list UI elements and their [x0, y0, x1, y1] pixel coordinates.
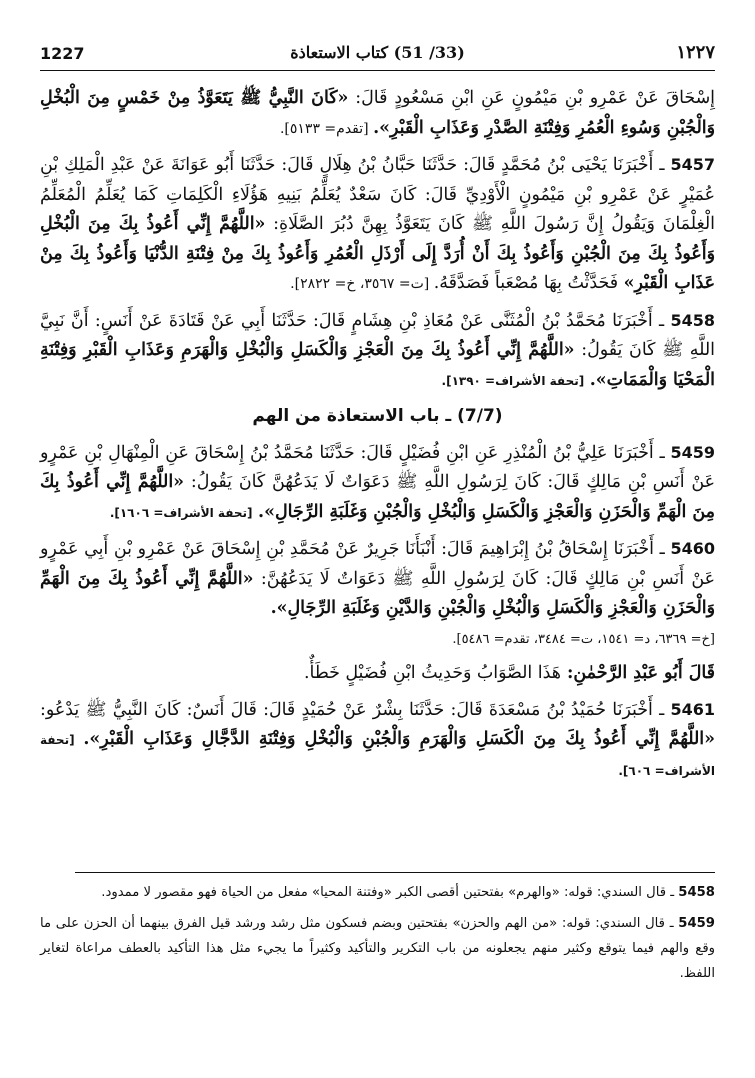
footnote-5459: 5459 ـ قال السندي: قوله: «من الهم والحزن» بفتحتين وبضم فسكون مثل رشد ورشد قيل الفرق بينهما أن الحزن على ما وقع والهم فيما يتوقع وكثير منهم يجعلونه من باب التكرير والتأكيد وكثيراً ما يجيء مثل هذا التأكيد بالعطف مراعاة لتغاير اللفظ. [40, 916, 715, 981]
dua-text: «اللَّهُمَّ إِنِّي أَعُوذُ بِكَ مِنَ الْعَجْزِ وَالْكَسَلِ وَالْبُخْلِ وَالْهَرَمِ وَعَذَابِ الْقَبْرِ وَفِتْنَةِ الْمَحْيَا وَالْمَمَاتِ». [40, 340, 715, 390]
footnote-number: 5459 [678, 916, 715, 931]
dua-text: «اللَّهُمَّ إِنِّي أَعُوذُ بِكَ مِنَ الْهَمِّ وَالْحَزَنِ وَالْعَجْزِ وَالْكَسَلِ وَالْبُخْلِ وَالْجُبْنِ وَالدَّيْنِ وَغَلَبَةِ الرِّجَالِ». [40, 568, 715, 618]
page-header [40, 40, 715, 71]
running-title: (33/ 51) كتاب الاستعاذة [290, 43, 465, 62]
dua-text: «كَانَ النَّبِيُّ ﷺ يَتَعَوَّذُ مِنْ خَمْسٍ مِنَ الْبُخْلِ وَالْجُبْنِ وَسُوءِ الْعُمُرِ وَفِتْنَةِ الصَّدْرِ وَعَذَابِ الْقَبْرِ». [40, 88, 715, 138]
hadith-5460: 5460 ـ أَخْبَرَنَا إِسْحَاقُ بْنُ إِبْرَاهِيمَ قَالَ: أَنْبَأَنَا جَرِيرٌ عَنْ مُحَمَّدِ بْنِ إِسْحَاقَ عَنْ عَمْرِو بْنِ أَبِي عَمْرٍو عَنْ أَنَسِ بْنِ مَالِكٍ قَالَ: كَانَ لِرَسُولِ اللَّهِ ﷺ دَعَوَاتٌ لَا يَدَعُهُنَّ: «اللَّهُمَّ إِنِّي أَعُوذُ بِكَ مِنَ الْهَمِّ وَالْحَزَنِ وَالْعَجْزِ وَالْكَسَلِ وَالْبُخْلِ وَالْجُبْنِ وَالدَّيْنِ وَغَلَبَةِ الرِّجَالِ». [خ= ٦٣٦٩، د= ١٥٤١، ت= ٣٤٨٤، تقدم= ٥٤٨٦]. [40, 539, 715, 647]
author-comment: قَالَ أَبُو عَبْدِ الرَّحْمٰنِ: هَذَا الصَّوَابُ وَحَدِيثُ ابْنِ فُضَيْلٍ خَطَأٌ. [304, 663, 715, 683]
hadith-number: 5457 [670, 155, 715, 174]
hadith-5458: 5458 ـ أَخْبَرَنَا مُحَمَّدُ بْنُ الْمُثَنَّى عَنْ مُعَاذِ بْنِ هِشَامٍ قَالَ: حَدَّثَنَا أَبِي عَنْ قَتَادَةَ عَنْ أَنَسٍ: أَنَّ نَبِيَّ اللَّهِ ﷺ كَانَ يَقُولُ: «اللَّهُمَّ إِنِّي أَعُوذُ بِكَ مِنَ الْعَجْزِ وَالْكَسَلِ وَالْبُخْلِ وَالْهَرَمِ وَعَذَابِ الْقَبْرِ وَفِتْنَةِ الْمَحْيَا وَالْمَمَاتِ». [تحفة الأشراف= ١٣٩٠]. [40, 310, 715, 390]
page-number-latin: 1227 [40, 44, 85, 63]
dua-text: «اللَّهُمَّ إِنِّي أَعُوذُ بِكَ مِنَ الْكَسَلِ وَالْهَرَمِ وَالْجُبْنِ وَالْبُخْلِ وَفِتْنَةِ الدَّجَّالِ وَعَذَابِ الْقَبْرِ». [83, 729, 716, 749]
footnotes [40, 880, 715, 992]
footnote-separator [75, 872, 715, 873]
reference: [تحفة الأشراف= ١٦٠٦]. [109, 505, 253, 520]
reference: [تحفة الأشراف= ٦٠٦]. [40, 733, 715, 778]
hadith-continuation: إِسْحَاقَ عَنْ عَمْرِو بْنِ مَيْمُونٍ عَنِ ابْنِ مَسْعُودٍ قَالَ: «كَانَ النَّبِيُّ ﷺ يَتَعَوَّذُ مِنْ خَمْسٍ مِنَ الْبُخْلِ وَالْجُبْنِ وَسُوءِ الْعُمُرِ وَفِتْنَةِ الصَّدْرِ وَعَذَابِ الْقَبْرِ». [تقدم= ٥١٣٣]. [40, 88, 715, 138]
reference: [ت= ٣٥٦٧، خ= ٢٨٢٢]. [290, 276, 434, 292]
hadith-5459: 5459 ـ أَخْبَرَنَا عَلِيُّ بْنُ الْمُنْذِرِ عَنِ ابْنِ فُضَيْلٍ قَالَ: حَدَّثَنَا مُحَمَّدُ بْنُ إِسْحَاقَ عَنِ الْمِنْهَالِ بْنِ عَمْرٍو عَنْ أَنَسِ بْنِ مَالِكٍ قَالَ: كَانَ لِرَسُولِ اللَّهِ ﷺ دَعَوَاتٌ لَا يَدَعُهُنَّ كَانَ يَقُولُ: «اللَّهُمَّ إِنِّي أَعُوذُ بِكَ مِنَ الْهَمِّ وَالْحَزَنِ وَالْعَجْزِ وَالْكَسَلِ وَالْبُخْلِ وَالْجُبْنِ وَغَلَبَةِ الرِّجَالِ». [تحفة الأشراف= ١٦٠٦]. [40, 442, 715, 522]
reference: [تقدم= ٥١٣٣]. [279, 120, 374, 137]
reference: [تحفة الأشراف= ١٣٩٠]. [441, 373, 585, 388]
hadith-number: 5458 [670, 310, 715, 330]
hadith-5461: 5461 ـ أَخْبَرَنَا حُمَيْدُ بْنُ مَسْعَدَةَ قَالَ: حَدَّثَنَا بِشْرٌ عَنْ حُمَيْدٍ قَالَ: قَالَ أَنَسٌ: كَانَ النَّبِيُّ ﷺ يَدْعُو: «اللَّهُمَّ إِنِّي أَعُوذُ بِكَ مِنَ الْكَسَلِ وَالْهَرَمِ وَالْجُبْنِ وَالْبُخْلِ وَفِتْنَةِ الدَّجَّالِ وَعَذَابِ الْقَبْرِ». [تحفة الأشراف= ٦٠٦]. [40, 699, 716, 778]
footnote-number: 5458 [678, 885, 715, 900]
dua-text: «اللَّهُمَّ إِنِّي أَعُوذُ بِكَ مِنَ الْهَمِّ وَالْحَزَنِ وَالْعَجْزِ وَالْكَسَلِ وَالْبُخْلِ وَالْجُبْنِ وَغَلَبَةِ الرِّجَالِ». [40, 472, 715, 522]
page-number-arabic: ١٢٢٧ [676, 42, 715, 63]
hadith-number: 5459 [670, 442, 715, 462]
hadith-number: 5461 [670, 699, 715, 719]
hadith-5457: 5457 ـ أَخْبَرَنَا يَحْيَى بْنُ مُحَمَّدٍ قَالَ: حَدَّثَنَا حَبَّانُ بْنُ هِلَالٍ قَالَ: حَدَّثَنَا أَبُو عَوَانَةَ عَنْ عَبْدِ الْمَلِكِ بْنِ عُمَيْرٍ عَنْ عَمْرِو بْنِ مَيْمُونٍ الْأَوْدِيِّ قَالَ: كَانَ سَعْدٌ يُعَلِّمُ بَنِيهِ هَؤُلَاءِ الْكَلِمَاتِ كَمَا يُعَلِّمُ الْمُعَلِّمُ الْغِلْمَانَ وَيَقُولُ إِنَّ رَسُولَ اللَّهِ ﷺ كَانَ يَتَعَوَّذُ بِهِنَّ دُبُرَ الصَّلَاةِ: «اللَّهُمَّ إِنِّي أَعُوذُ بِكَ مِنَ الْبُخْلِ وَأَعُوذُ بِكَ مِنَ الْجُبْنِ وَأَعُوذُ بِكَ أَنْ أُرَدَّ إِلَى أَرْذَلِ الْعُمُرِ وَأَعُوذُ بِكَ مِنْ فِتْنَةِ الدُّنْيَا وَأَعُوذُ بِكَ مِنْ عَذَابِ الْقَبْرِ» فَحَدَّثْتُ بِهَا مُصْعَباً فَصَدَّقَهُ. [ت= ٣٥٦٧، خ= ٢٨٢٢]. [40, 155, 715, 293]
main-text [40, 84, 715, 792]
footnote-5458: 5458 ـ قال السندي: قوله: «والهرم» بفتحتين أقصى الكبر «وفتنة المحيا» مفعل من الحياة فهو مقصور لا ممدود. [101, 885, 715, 900]
comment-lead: قَالَ أَبُو عَبْدِ الرَّحْمٰنِ: [560, 663, 715, 683]
chapter-heading: (7/7) ـ باب الاستعاذة من الهم [252, 406, 503, 426]
hadith-number: 5460 [670, 539, 715, 558]
takhrij-reference: [خ= ٦٣٦٩، د= ١٥٤١، ت= ٣٤٨٤، تقدم= ٥٤٨٦]. [452, 631, 715, 647]
dua-text: «اللَّهُمَّ إِنِّي أَعُوذُ بِكَ مِنَ الْبُخْلِ وَأَعُوذُ بِكَ مِنَ الْجُبْنِ وَأَعُوذُ بِكَ أَنْ أُرَدَّ إِلَى أَرْذَلِ الْعُمُرِ وَأَعُوذُ بِكَ مِنْ فِتْنَةِ الدُّنْيَا وَأَعُوذُ بِكَ مِنْ عَذَابِ الْقَبْرِ» [40, 214, 715, 293]
